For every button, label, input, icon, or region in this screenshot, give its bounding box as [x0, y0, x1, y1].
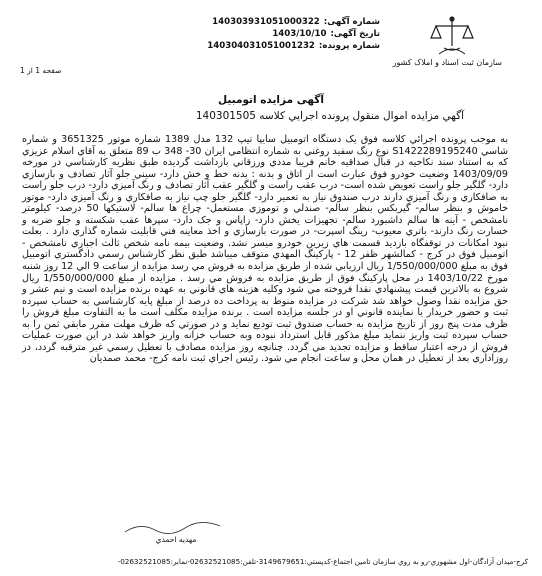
notice-meta [150, 16, 380, 52]
notice-body: به موجب پرونده اجرائي كلاسه فوق يک دستگاه اتومبيل سايپا تيپ 132 مدل 1389 شماره موتور 3651325 و شماره شاسي S1422289195240 نوع رنگ سفيد روغني به شماره انتظامي ايران 30- 348 ب 89 متعلق به آقاي اسلام عزيزي كه به استناد سند نكاحيه در قبال صداقيه خانم فريبا مددي ورزقاني بازداشت گرديده طبق نظريه كارشناسي در مورخه 1403/09/09 وضعيت خودرو فوق عبارت است از اتاق و بدنه : بدنه خط و خش دارد- سيني جلو آثار تصادف و بازسازي دارد- گلگير جلو راست تعويض شده است- درب عقب راست و گلگير عقب آثار تصادف و رنگ آميزي دارد- درب جلو راست به صافكاري و رنگ آميزي دارند درب صندوق نياز به تعمير دارد- گلگير جلو چپ نياز به صافكاري و رنگ آميزي دارد- موتور خاموش و بنظر سالم- گيربكس بنظر سالم- صندلي و توموزي مستعمل- چراغ ها سالم- لاستيكها 50 درصد- كيلومتر نامشخص - آينه ها سالم داشبورد سالم- تجهيزات يخش دارد- زاپاس و جک دارد- سپرها عقب شكسته و جلو ضربه و خسارت رنگ دارند- باتري معيوب- رينگ اسپرت- در صورت بازسازي و اخذ معاينه فني قابليت شماره گذاري دارد . بعلت نبود امكانات در توقفگاه بازديد قسمت هاي زيرين خودرو ميسر نشد. وضعيت بيمه نامه شخص ثالث اجباري نامشخص - اتومبيل فوق در كرج - كمالشهر ظفر 12 - پاركينگ المهدي متوقف ميباشد طبق نظر كارشناس رسمي دادگستري اتومبيل فوق به مبلغ 1/550/000/000 ريال ارزيابي شده از طريق مزايده به فروش مي رسد مزايده از ساعت 9 الي 12 روز شنبه مورخ 1403/10/22 در محل پاركينگ فوق از طريق مزايده به فروش مي رسد . مزايده از مبلغ 1/550/000/000 ريال شروع به بالاترين قيمت پيشنهادي نقدا فروخته مي شود وكليه هزينه هاي قانوني به عهده برنده مزايده است و نيم عشر و حق مزايده نقدا وصول خواهد شد شركت در مزايده منوط به پرداخت ده درصد از مبلغ پايه كارشناسي به حساب سپرده ثبت و حضور خريدار يا نماينده قانوني او در جلسه مزايده است . برنده مزايده مكلف است ما به التفاوت مبلغ فروش را ظرف مدت پنج روز از تاريخ مزايده به حساب صندوق ثبت توديع نمايد و در صورتي كه ظرف مهلت مقرر مابقي ثمن را به حساب سپرده ثبت واريز ننمايد مبلغ مذكور قابل استرداد نبوده وبه حساب خزانه واريز خواهد شد در اين صورت عمليات فروش از درجه اعتبار ساقط و مزايده تجديد مي گردد. چنانچه روز مزايده مصادف با تعطيل رسمي غير مترقبه گردد، در روزاداري بعد از تعطيل در همان محل و ساعت انجام مي شود. رئيس اجراي ثبت نامه كرج- محمد صمديان [22, 134, 509, 365]
organization-name: سازمان ثبت اسناد و املاک کشور [392, 58, 502, 67]
notice-title: آگهی مزایده اتومبیل [218, 94, 324, 106]
notice-date: 1403/10/10 [272, 29, 327, 39]
notice-date-label: تاریخ آگهی: [330, 29, 380, 39]
judiciary-emblem-icon [422, 14, 482, 60]
signature-scribble [120, 520, 230, 536]
page-number: صفحه 1 از 1 [20, 66, 62, 75]
notice-subtitle: آگهي مزايده اموال منقول پرونده اجرايي كلاسه 140301505 [195, 110, 464, 122]
signatory-name: مهديه احمدي [155, 535, 197, 544]
notice-number-label: شماره آگهی: [323, 17, 380, 27]
case-number-row [150, 40, 380, 52]
footer-address: كرج-ميدان آزادگان-اول مشهوري-رو به روي سازمان تامين اجتماع-كدپستي:3149679651-تلفن:02632521085-نمابر:02632521085- [117, 557, 528, 566]
case-number: 140304031051001232 [207, 41, 315, 51]
notice-date-row [150, 28, 380, 40]
case-number-label: شماره پرونده: [318, 41, 380, 51]
notice-number-row [150, 16, 380, 28]
notice-number: 140303931051000322 [212, 17, 320, 27]
